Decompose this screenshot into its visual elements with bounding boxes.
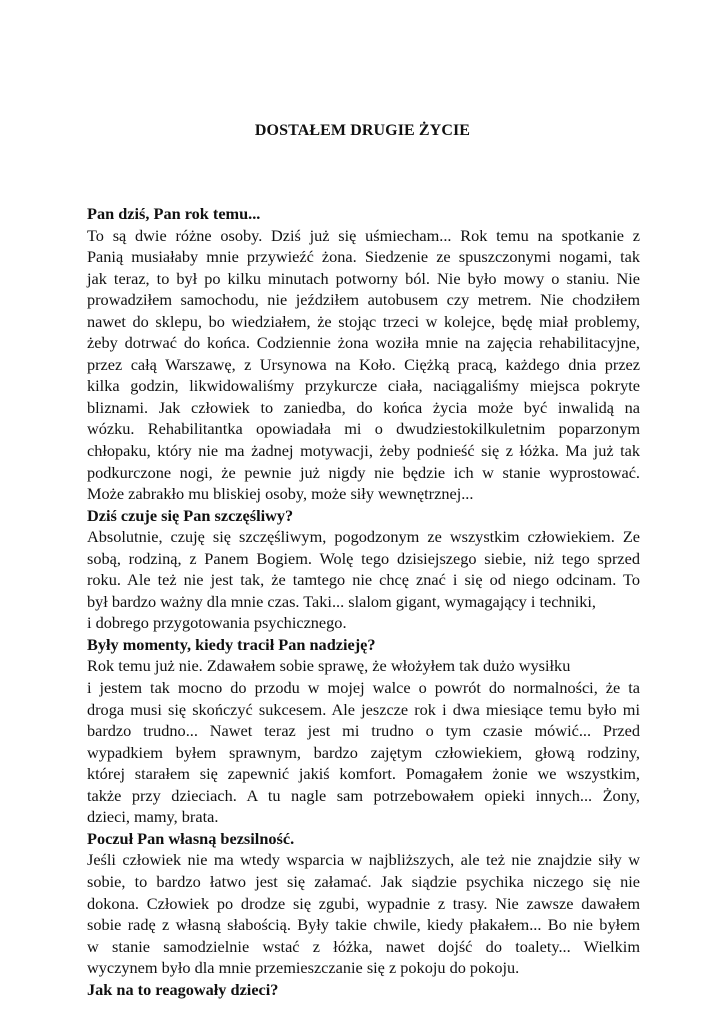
body-text-line: jak teraz, to był po kilku minutach potworny ból. Nie było mowy o staniu. Nie <box>87 268 640 288</box>
interview-question: Jak na to reagowały dzieci? <box>87 979 279 999</box>
body-text-line: To są dwie różne osoby. Dziś już się uśmiecham... Rok temu na spotkanie z <box>87 225 640 245</box>
body-text-line: prowadziłem samochodu, nie jeździłem autobusem czy metrem. Nie chodziłem <box>87 290 640 310</box>
body-text-line: także przy dzieciach. A tu nagle sam potrzebowałem opieki innych... Żony, <box>87 785 640 805</box>
body-text-line: której starałem się zapewnić jakiś komfort. Pomagałem żonie we wszystkim, <box>87 764 640 784</box>
document-title: DOSTAŁEM DRUGIE ŻYCIE <box>254 122 471 139</box>
interview-question: Były momenty, kiedy tracił Pan nadzieję? <box>87 634 376 654</box>
interview-question: Poczuł Pan własną bezsilność. <box>87 828 295 848</box>
body-text-line: Panią musiałaby mnie przywieźć żona. Siedzenie ze spuszczonymi nogami, tak <box>87 247 640 267</box>
body-text-line: sobie radę z własną słabością. Były takie chwile, kiedy płakałem... Bo nie byłem <box>87 915 640 935</box>
body-text-line: bardzo trudno... Nawet teraz jest mi trudno o tym czasie mówić... Przed <box>87 721 640 741</box>
body-text-line: Rok temu już nie. Zdawałem sobie sprawę, że włożyłem tak dużo wysiłku <box>87 656 571 676</box>
body-text-line: dokona. Człowiek po drodze się zgubi, wypadnie z trasy. Nie zawsze dawałem <box>87 893 640 913</box>
body-text-line: i dobrego przygotowania psychicznego. <box>87 613 347 633</box>
body-text-line: i jestem tak mocno do przodu w mojej walce o powrót do normalności, że ta <box>87 678 640 698</box>
body-text-line: sobie, to bardzo łatwo jest się załamać. Jak siądzie psychika niczego się nie <box>87 871 640 891</box>
body-text-line: chłopaku, który nie ma żadnej motywacji, żeby podnieść się z łóżka. Ma już tak <box>87 441 640 461</box>
interview-question: Pan dziś, Pan rok temu... <box>87 204 261 223</box>
body-text-line: bliznami. Jak człowiek to zaniedba, do końca życia może być inwalidą na <box>87 397 640 417</box>
body-text-line: podkurczone nogi, że pewnie już nigdy nie będzie ich w stanie wyprostować. <box>87 462 640 482</box>
body-text-line: roku. Ale też nie jest tak, że tamtego nie chcę znać i się od niego odcinam. To <box>87 570 640 590</box>
body-text-line: sobą, rodziną, z Panem Bogiem. Wolę tego dzisiejszego siebie, niż tego sprzed <box>87 548 640 568</box>
body-text-line: wózku. Rehabilitantka opowiadała mi o dwudziestokilkuletnim poparzonym <box>87 419 640 439</box>
body-text-line: Absolutnie, czuję się szczęśliwym, pogodzonym ze wszystkim człowiekiem. Ze <box>87 527 640 547</box>
article-body <box>87 203 640 1000</box>
body-text-line: żeby dotrwać do końca. Codziennie żona woziła mnie na zajęcia rehabilitacyjne, <box>87 333 640 353</box>
body-text-line: Może zabrakło mu bliskiej osoby, może siły wewnętrznej... <box>87 484 474 504</box>
body-text-line: wyczynem było dla mnie przemieszczanie się z pokoju do pokoju. <box>87 958 520 978</box>
body-text-line: nawet do sklepu, bo wiedziałem, że stojąc trzeci w kolejce, będę miał problemy, <box>87 311 640 331</box>
body-text-line: przez całą Warszawę, z Ursynowa na Koło. Ciężką pracą, każdego dnia przez <box>87 354 640 374</box>
body-text-line: wypadkiem byłem sprawnym, bardzo zajętym człowiekiem, głową rodziny, <box>87 742 640 762</box>
body-text-line: Jeśli człowiek nie ma wtedy wsparcia w najbliższych, ale też nie znajdzie siły w <box>87 850 640 870</box>
body-text-line: kilka godzin, likwidowaliśmy przykurcze ciała, naciągaliśmy miejsca pokryte <box>87 376 640 396</box>
body-text-line: w stanie samodzielnie wstać z łóżka, nawet dojść do toalety... Wielkim <box>87 936 640 956</box>
interview-question: Dziś czuje się Pan szczęśliwy? <box>87 505 294 525</box>
body-text-line: był bardzo ważny dla mnie czas. Taki... slalom gigant, wymagający i techniki, <box>87 591 597 611</box>
body-text-line: dzieci, mamy, brata. <box>87 807 219 827</box>
body-text-line: droga musi się skończyć sukcesem. Ale jeszcze rok i dwa miesiące temu było mi <box>87 699 640 719</box>
